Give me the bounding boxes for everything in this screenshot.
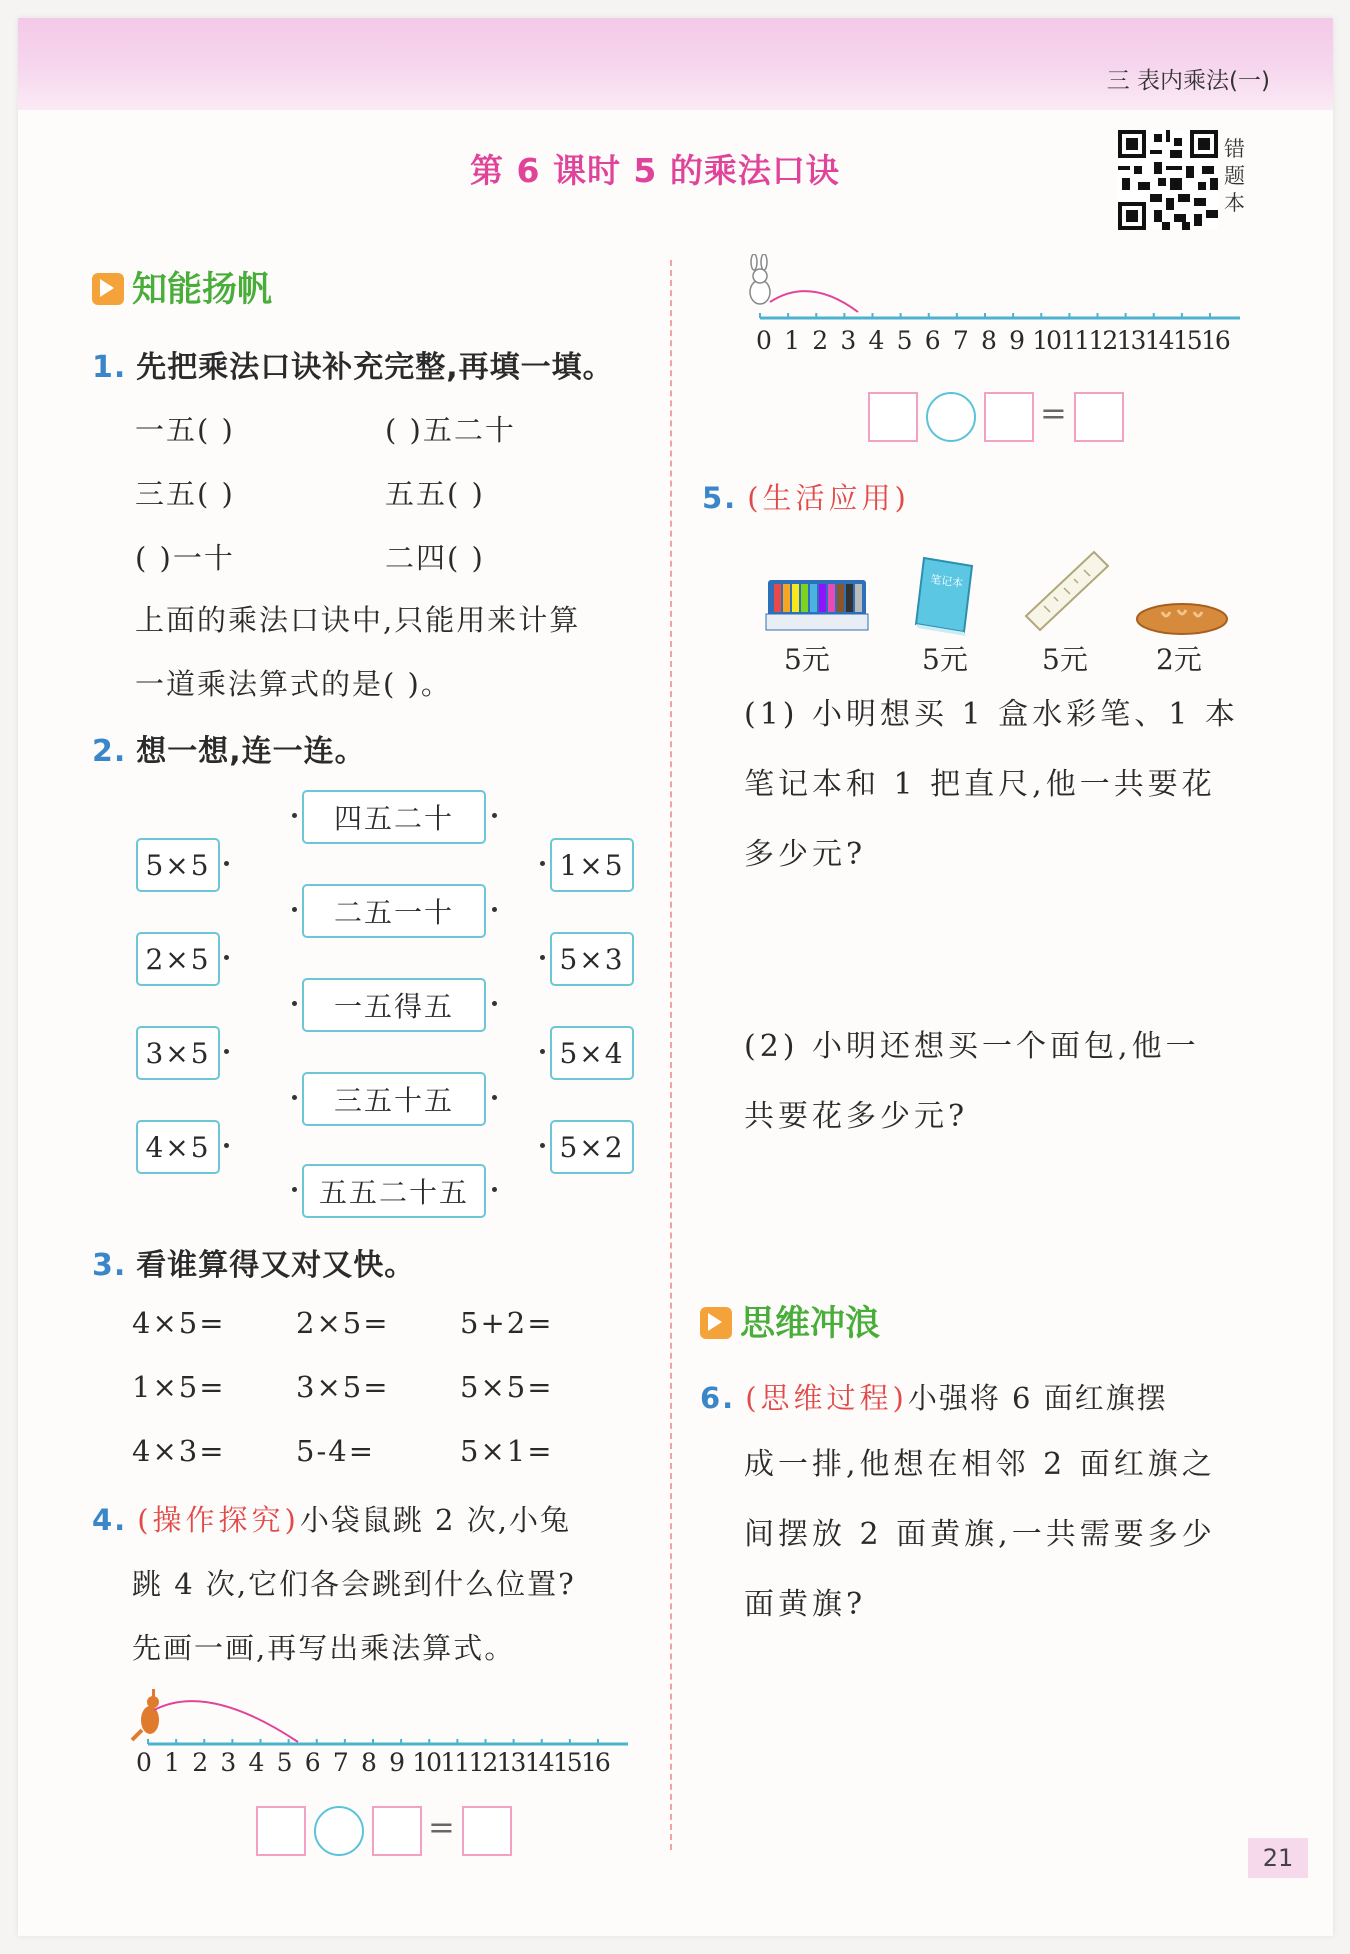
match-dot[interactable] (292, 907, 297, 912)
tick-label: 14 (1144, 326, 1173, 355)
tick-label: 15 (1172, 326, 1201, 355)
ruler-icon (1022, 544, 1114, 636)
chapter-title: 三 表内乘法(一) (1106, 68, 1270, 94)
match-dot[interactable] (492, 1187, 497, 1192)
price-bread: 2元 (1156, 643, 1202, 676)
bread-icon (1134, 600, 1230, 636)
watercolor-pens-icon (762, 570, 872, 636)
match-dot[interactable] (224, 1143, 229, 1148)
tick-label: 9 (389, 1748, 406, 1777)
lesson-title: 第 6 课时 5 的乘法口诀 (470, 151, 840, 190)
q1-prompt: 1. 先把乘法口诀补充完整,再填一填。 (92, 350, 614, 385)
match-middle-2[interactable]: 二五一十 (302, 884, 486, 938)
price-ruler: 5元 (1042, 643, 1088, 676)
match-right-4[interactable]: 5×2 (550, 1120, 634, 1174)
match-dot[interactable] (540, 955, 545, 960)
match-dot[interactable] (492, 1095, 497, 1100)
tick-label: 13 (1116, 326, 1145, 355)
match-middle-1[interactable]: 四五二十 (302, 790, 486, 844)
section-heading-left: 知能扬帆 (92, 262, 272, 312)
equals-sign: = (1040, 394, 1067, 432)
q5-part1: (1) 小明想买 1 盒水彩笔、1 本 笔记本和 1 把直尺,他一共要花 多少元? (744, 697, 1239, 872)
q1-row1-b[interactable]: ( )五二十 (385, 413, 516, 447)
q2-prompt: 2. 想一想,连一连。 (92, 734, 366, 769)
equals-sign: = (428, 1808, 455, 1846)
calc-3[interactable]: 5+2= (460, 1306, 554, 1340)
match-dot[interactable] (224, 861, 229, 866)
tick-label: 3 (840, 326, 857, 355)
match-middle-4[interactable]: 三五十五 (302, 1072, 486, 1126)
answer-box[interactable] (868, 392, 918, 442)
tick-label: 5 (276, 1748, 293, 1777)
number-line-labels (756, 326, 1252, 360)
tick-label: 12 (1088, 326, 1117, 355)
match-left-3[interactable]: 3×5 (136, 1026, 220, 1080)
tick-label: 11 (1060, 326, 1089, 355)
tick-label: 2 (812, 326, 829, 355)
kangaroo-icon (132, 1689, 159, 1740)
tick-label: 6 (924, 326, 941, 355)
sail-icon (92, 273, 124, 305)
q1-follow-line2[interactable]: 一道乘法算式的是( )。 (135, 667, 452, 701)
calc-7[interactable]: 4×3= (132, 1434, 226, 1468)
q1-row1-a[interactable]: 一五( ) (135, 413, 235, 447)
calc-6[interactable]: 5×5= (460, 1370, 554, 1404)
tick-label: 3 (220, 1748, 237, 1777)
price-pens: 5元 (784, 643, 830, 676)
match-dot[interactable] (540, 861, 545, 866)
price-notebook: 5元 (922, 643, 968, 676)
answer-box[interactable] (372, 1806, 422, 1856)
match-dot[interactable] (292, 1001, 297, 1006)
tick-label: 8 (981, 326, 997, 355)
match-dot[interactable] (292, 1187, 297, 1192)
jump-arc (770, 291, 858, 312)
q4-prompt-line2: 跳 4 次,它们各会跳到什么位置? (132, 1567, 576, 1601)
tick-label: 15 (552, 1748, 581, 1777)
qr-code-icon[interactable] (1118, 130, 1218, 230)
tick-label: 2 (192, 1748, 209, 1777)
match-right-3[interactable]: 5×4 (550, 1026, 634, 1080)
page-number: 21 (1248, 1838, 1308, 1878)
tick-label: 11 (440, 1748, 469, 1777)
tick-label: 12 (468, 1748, 497, 1777)
match-right-1[interactable]: 1×5 (550, 838, 634, 892)
tick-label: 9 (1009, 326, 1026, 355)
tick-label: 6 (304, 1748, 321, 1777)
calc-1[interactable]: 4×5= (132, 1306, 226, 1340)
operator-circle[interactable] (926, 392, 976, 442)
q1-follow-line1: 上面的乘法口诀中,只能用来计算 (135, 603, 581, 637)
tick-label: 7 (332, 1748, 349, 1777)
q3-prompt: 3. 看谁算得又对又快。 (92, 1248, 416, 1283)
tick-label: 7 (952, 326, 969, 355)
wrong-question-book-label: 错 题 本 (1224, 137, 1245, 215)
match-dot[interactable] (540, 1049, 545, 1054)
match-dot[interactable] (292, 813, 297, 818)
jump-arc (154, 1701, 298, 1742)
tick-label: 13 (496, 1748, 525, 1777)
tick-label: 5 (896, 326, 913, 355)
calc-9[interactable]: 5×1= (460, 1434, 554, 1468)
answer-box[interactable] (984, 392, 1034, 442)
q1-row3-b[interactable]: 二四( ) (385, 541, 485, 575)
tick-label: 1 (784, 326, 801, 355)
operator-circle[interactable] (314, 1806, 364, 1856)
match-right-2[interactable]: 5×3 (550, 932, 634, 986)
q4-prompt-line1: 4. (操作探究)小袋鼠跳 2 次,小兔 (92, 1503, 571, 1537)
wave-icon (700, 1307, 732, 1339)
answer-box[interactable] (1074, 392, 1124, 442)
tick-label: 10 (1032, 326, 1061, 355)
notebook-icon (910, 552, 980, 638)
rabbit-icon (750, 254, 770, 304)
tick-label: 4 (248, 1748, 265, 1777)
number-line-labels (136, 1748, 632, 1782)
match-dot[interactable] (492, 813, 497, 818)
match-dot[interactable] (492, 907, 497, 912)
q4-prompt-line3: 先画一画,再写出乘法算式。 (132, 1631, 516, 1665)
match-dot[interactable] (224, 955, 229, 960)
match-left-1[interactable]: 5×5 (136, 838, 220, 892)
match-dot[interactable] (224, 1049, 229, 1054)
q1-row2-b[interactable]: 五五( ) (385, 477, 485, 511)
match-dot[interactable] (292, 1095, 297, 1100)
tick-label: 10 (412, 1748, 441, 1777)
match-dot[interactable] (492, 1001, 497, 1006)
calc-2[interactable]: 2×5= (296, 1306, 390, 1340)
q6-prompt-line1: 6. (思维过程)小强将 6 面红旗摆 (700, 1381, 1168, 1415)
tick-label: 8 (361, 1748, 377, 1777)
tick-label: 16 (581, 1748, 609, 1777)
q1-row2-a[interactable]: 三五( ) (135, 477, 235, 511)
match-middle-3[interactable]: 一五得五 (302, 978, 486, 1032)
q6-prompt-rest: 成一排,他想在相邻 2 面红旗之 间摆放 2 面黄旗,一共需要多少 面黄旗? (744, 1447, 1216, 1622)
match-dot[interactable] (540, 1143, 545, 1148)
match-left-4[interactable]: 4×5 (136, 1120, 220, 1174)
column-divider (670, 260, 672, 1850)
tick-label: 4 (868, 326, 885, 355)
answer-box[interactable] (462, 1806, 512, 1856)
answer-box[interactable] (256, 1806, 306, 1856)
q1-row3-a[interactable]: ( )一十 (135, 541, 235, 575)
match-middle-5[interactable]: 五五二十五 (302, 1164, 486, 1218)
section-heading-right: 思维冲浪 (700, 1296, 880, 1346)
q5-part2: (2) 小明还想买一个面包,他一 共要花多少元? (744, 1029, 1200, 1134)
tick-label: 1 (164, 1748, 181, 1777)
calc-8[interactable]: 5-4= (296, 1434, 375, 1468)
calc-5[interactable]: 3×5= (296, 1370, 390, 1404)
tick-label: 16 (1201, 326, 1229, 355)
tick-label: 14 (524, 1748, 553, 1777)
tick-label: 0 (136, 1748, 152, 1777)
q5-prompt: 5. (生活应用) (702, 481, 910, 515)
tick-label: 0 (756, 326, 772, 355)
match-left-2[interactable]: 2×5 (136, 932, 220, 986)
calc-4[interactable]: 1×5= (132, 1370, 226, 1404)
notebook-label: 笔记本 (929, 572, 964, 591)
